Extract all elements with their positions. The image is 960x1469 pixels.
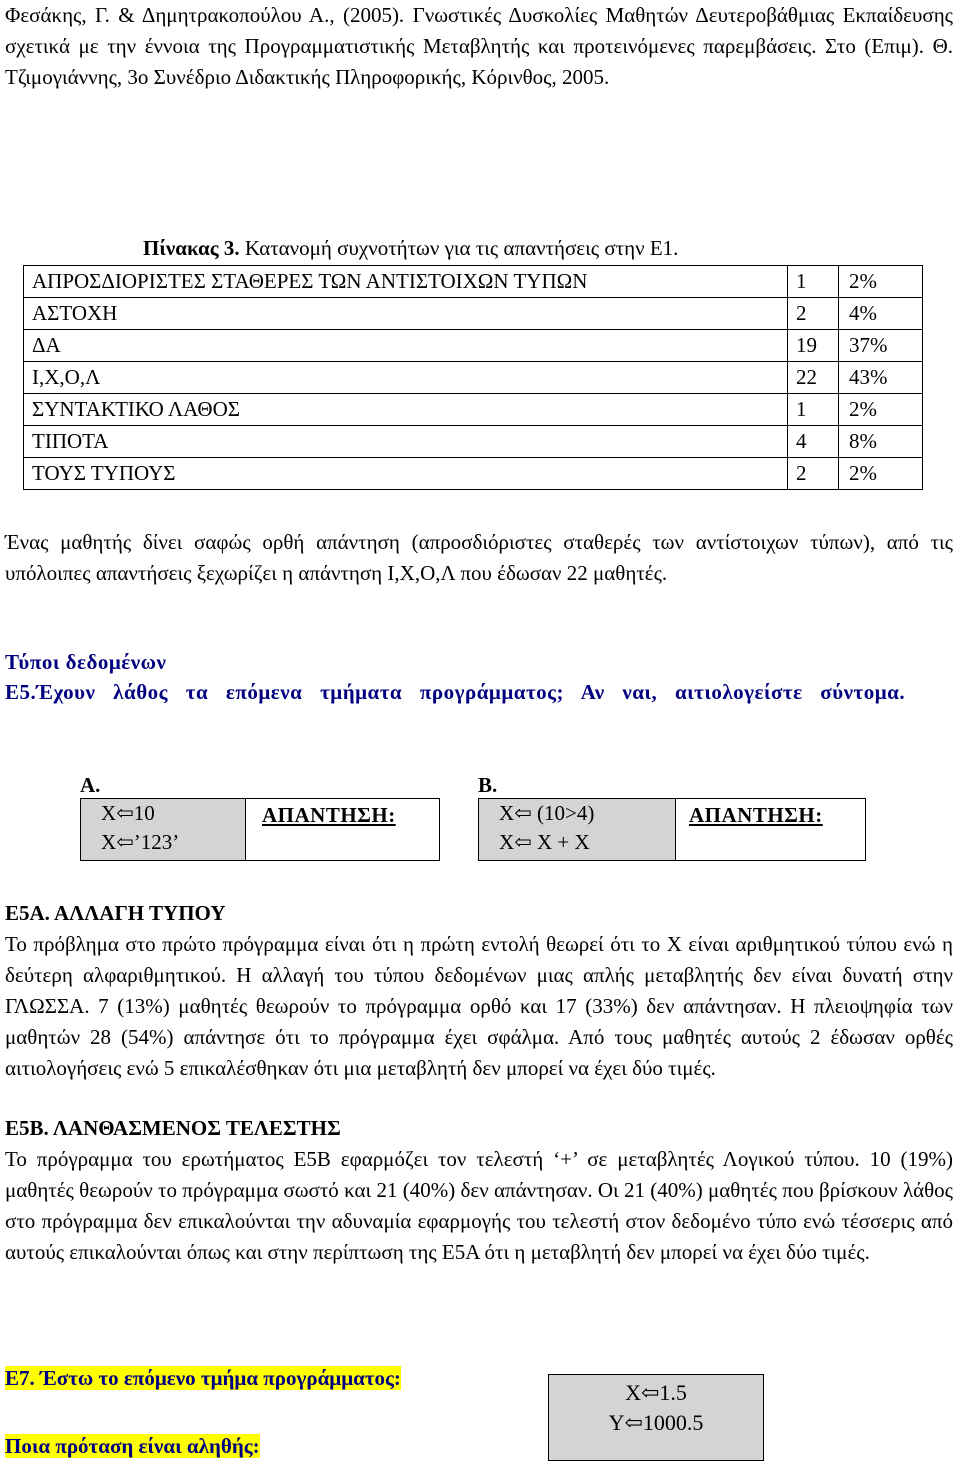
row-percent: 2% xyxy=(839,458,923,490)
heading-e7 xyxy=(5,1363,401,1394)
row-percent: 43% xyxy=(839,362,923,394)
table-row xyxy=(24,458,923,490)
code-e7-line2: Υ⇦1000.5 xyxy=(608,1410,704,1435)
table-caption xyxy=(143,233,678,264)
row-percent: 2% xyxy=(839,266,923,298)
code-a-label: Α. xyxy=(80,773,101,797)
row-count: 1 xyxy=(788,394,839,426)
code-e7-box xyxy=(548,1374,764,1461)
row-count: 19 xyxy=(788,330,839,362)
row-count: 2 xyxy=(788,298,839,330)
row-count: 4 xyxy=(788,426,839,458)
table-row xyxy=(24,426,923,458)
paragraph-e5a: Το πρόβλημα στο πρώτο πρόγραμμα είναι ότι η πρώτη εντολή θεωρεί ότι το Χ είναι αριθμητικού τύπου ενώ η δεύτερη αλφαριθμητικού. Η αλλαγή του τύπου δεδομένων μιας απλής μεταβλητής δεν είναι δυνατή στην ΓΛΩΣΣΑ. 7 (13%) μαθητές θεωρούν το πρόγραμμα ορθό και 17 (33%) δεν απάντησαν. Η πλειοψηφία των μαθητών 28 (54%) απάντησε ότι το πρόγραμμα έχει σφάλμα. Από τους μαθητές αυτούς 2 έδωσαν ορθές αιτιολογήσεις ενώ 5 επικαλέσθηκαν ότι μια μεταβλητή δεν μπορεί να έχει δύο τιμές. xyxy=(5,932,953,1080)
code-a-line1: Χ⇦10 xyxy=(101,801,155,825)
row-percent: 8% xyxy=(839,426,923,458)
answer-b-label: ΑΠΑΝΤΗΣΗ: xyxy=(689,803,823,827)
row-label: ΑΠΡΟΣΔΙΟΡΙΣΤΕΣ ΣΤΑΘΕΡΕΣ ΤΩΝ ΑΝΤΙΣΤΟΙΧΩΝ ΤΥΠΩΝ xyxy=(24,266,788,298)
row-count: 2 xyxy=(788,458,839,490)
row-count: 1 xyxy=(788,266,839,298)
row-label: ΑΣΤΟΧΗ xyxy=(24,298,788,330)
code-a-box xyxy=(80,798,246,861)
code-e7-line1: Χ⇦1.5 xyxy=(625,1380,687,1405)
row-label: ΔΑ xyxy=(24,330,788,362)
row-count: 22 xyxy=(788,362,839,394)
code-b-line1: Χ⇦ (10>4) xyxy=(499,801,595,825)
code-b-box xyxy=(478,798,676,861)
reference-citation: Φεσάκης, Γ. & Δημητρακοπούλου Α., (2005). Γνωστικές Δυσκολίες Μαθητών Δευτεροβάθμιας Εκπαίδευσης σχετικά με την έννοια της Προγραμματιστικής Μεταβλητής και προτεινόμενες παρεμβάσεις. Στο (Επιμ). Θ. Τζιμογιάννης, 3ο Συνέδριο Διδακτικής Πληροφορικής, Κόρινθος, 2005. xyxy=(5,3,953,89)
frequency-table xyxy=(23,265,923,490)
row-label: ΤΙΠΟΤΑ xyxy=(24,426,788,458)
paragraph-e5b: Το πρόγραμμα του ερωτήματος Ε5Β εφαρμόζει τον τελεστή ‘+’ σε μεταβλητές Λογικού τύπου. 10 (19%) μαθητές θεωρούν το πρόγραμμα σωστό και 21 (40%) δεν απάντησαν. Οι 21 (40%) μαθητές που βρίσκουν λάθος στο πρόγραμμα δεν επικαλούνται την αδυναμία εφαρμογής του τελεστή στον δεδομένο τύπο ενώ τέσσερις από αυτούς επικαλούνται όπως και στην περίπτωση της Ε5Α ότι η μεταβλητή δεν μπορεί να έχει δύο τιμές. xyxy=(5,1147,953,1264)
heading-e5a: Ε5Α. ΑΛΛΑΓΗ ΤΥΠΟΥ xyxy=(5,901,226,925)
row-percent: 4% xyxy=(839,298,923,330)
table-row xyxy=(24,394,923,426)
row-percent: 37% xyxy=(839,330,923,362)
question-e5: Ε5.Έχουν λάθος τα επόμενα τμήματα προγράμματος; Αν ναι, αιτιολογείστε σύντομα. xyxy=(5,680,906,704)
code-b-line2: Χ⇦ Χ + Χ xyxy=(499,830,590,854)
heading-e5b: Ε5Β. ΛΑΝΘΑΣΜΕΝΟΣ ΤΕΛΕΣΤΗΣ xyxy=(5,1116,341,1140)
question-e7 xyxy=(5,1431,260,1462)
question-e7-text: Ποια πρόταση είναι αληθής: xyxy=(5,1434,260,1458)
table-row xyxy=(24,298,923,330)
row-label: ΤΟΥΣ ΤΥΠΟΥΣ xyxy=(24,458,788,490)
heading-e7-text: Ε7. Έστω το επόμενο τμήμα προγράμματος: xyxy=(5,1366,401,1390)
table-row xyxy=(24,362,923,394)
section-title-data-types: Τύποι δεδομένων xyxy=(5,650,167,674)
table-row xyxy=(24,330,923,362)
code-a-line2: Χ⇦’123’ xyxy=(101,830,180,854)
row-label: Ι,Χ,Ο,Λ xyxy=(24,362,788,394)
code-b-label: Β. xyxy=(478,773,498,797)
table-caption-text: Κατανομή συχνοτήτων για τις απαντήσεις στην Ε1. xyxy=(239,236,679,260)
table-caption-number: Πίνακας 3. xyxy=(143,236,240,260)
answer-a-label: ΑΠΑΝΤΗΣΗ: xyxy=(262,803,396,827)
table-row xyxy=(24,266,923,298)
paragraph-e1-summary: Ένας μαθητής δίνει σαφώς ορθή απάντηση (απροσδιόριστες σταθερές των αντίστοιχων τύπων), από τις υπόλοιπες απαντήσεις ξεχωρίζει η απάντηση Ι,Χ,Ο,Λ που έδωσαν 22 μαθητές. xyxy=(5,530,953,585)
row-percent: 2% xyxy=(839,394,923,426)
row-label: ΣΥΝΤΑΚΤΙΚΟ ΛΑΘΟΣ xyxy=(24,394,788,426)
